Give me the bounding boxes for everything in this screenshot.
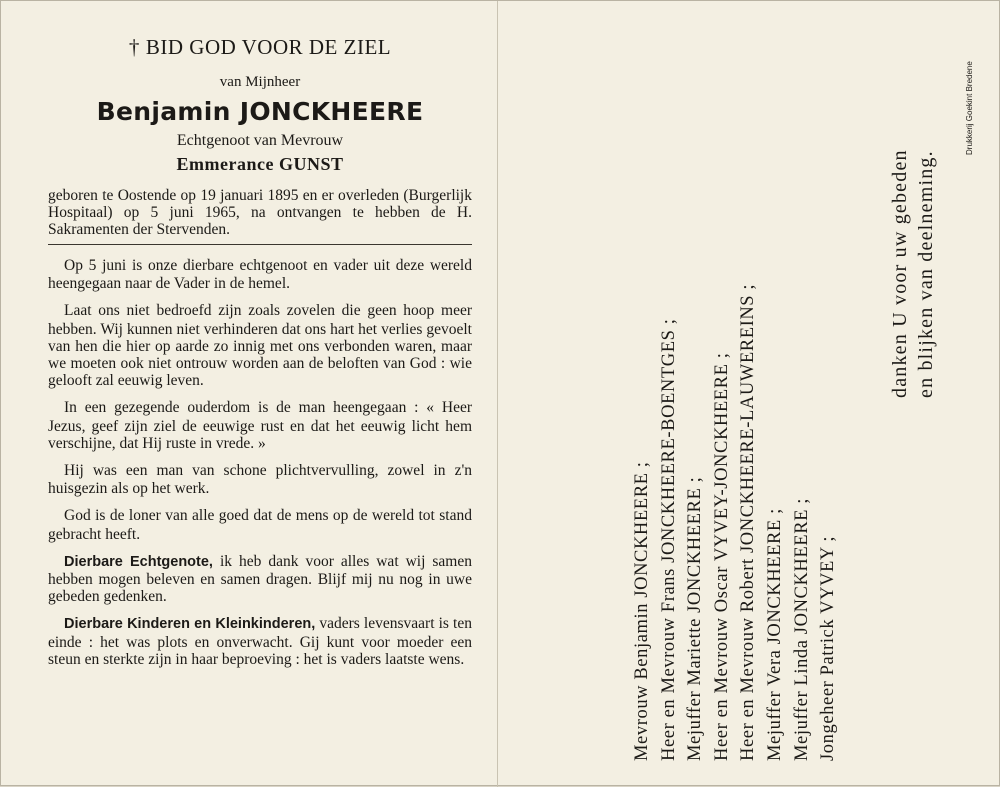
deceased-name: Benjamin JONCKHEERE [96, 97, 424, 126]
family-member: Heer en Mevrouw Robert JONCKHEERE-LAUWEREINS ; [738, 283, 759, 761]
family-member: Mejuffer Vera JONCKHEERE ; [764, 508, 785, 761]
prayer-heading [48, 35, 472, 60]
thanks-line-2: en blijken van deelneming. [915, 150, 937, 398]
prayer-text: BID GOD VOOR DE ZIEL [145, 35, 392, 59]
memorial-text [48, 257, 472, 668]
family-member: Heer en Mevrouw Oscar VYVEY-JONCKHEERE ; [711, 352, 732, 761]
family-member: Heer en Mevrouw Frans JONCKHEERE-BOENTGES ; [658, 318, 679, 761]
spouse-name: Emmerance GUNST [176, 154, 344, 174]
paragraph: Dierbare Kinderen en Kleinkinderen, vaders levensvaart is ten einde : het was plots en onverwacht. Gij kunt voor moeder een steun en sterkte zijn in haar beproeving : het is vaders laatste wens. [48, 615, 472, 668]
cross-icon: † [128, 35, 140, 59]
family-member: Mejuffer Mariette JONCKHEERE ; [685, 476, 706, 761]
printer-imprint: Drukkerij Goekint Bredene [965, 61, 974, 155]
paragraph: Op 5 juni is onze dierbare echtgenoot en vader uit deze wereld heengegaan naar de Vader in de hemel. [48, 257, 472, 293]
paragraph: Laat ons niet bedroefd zijn zoals zovelen die geen hoop meer hebben. Wij kunnen niet verhinderen dat ons hart het verlies gevoelt van hen die hier op aarde zo innig met ons verbonden waren, maar we moeten ook niet ontrouw worden aan de beloften van God : wie gelooft zal eeuwig leven. [48, 302, 472, 390]
card-fold [497, 1, 498, 787]
thanks-line-1: danken U voor uw gebeden [889, 149, 911, 398]
paragraph: Dierbare Echtgenote, ik heb dank voor alles wat wij samen hebben mogen beleven en samen dragen. Blijf mij nu nog in uwe gebeden gedenken. [48, 552, 472, 606]
family-member: Jongeheer Patrick VYVEY ; [818, 535, 839, 761]
birth-death-text: geboren te Oostende op 19 januari 1895 en er overleden (Burgerlijk Hospitaal) op 5 juni 1965, na ontvangen te hebben de H. Sakramenten der Stervenden. [48, 187, 472, 245]
paragraph: In een gezegende ouderdom is de man heengegaan : « Heer Jezus, geef zijn ziel de eeuwige rust en dat het eeuwig licht hem verschijne, dat Hij ruste in vrede. » [48, 399, 472, 452]
van-mijnheer: van Mijnheer [219, 74, 301, 90]
family-member: Mejuffer Linda JONCKHEERE ; [791, 498, 812, 761]
left-panel [48, 35, 472, 668]
family-member: Mevrouw Benjamin JONCKHEERE ; [632, 461, 652, 761]
paragraph: Hij was een man van schone plichtvervulling, zowel in z'n huisgezin als op het werk. [48, 462, 472, 498]
spouse-label: Echtgenoot van Mevrouw [176, 132, 344, 149]
family-list [629, 284, 842, 761]
paragraph: God is de loner van alle goed dat de mens op de wereld tot stand gebracht heeft. [48, 507, 472, 543]
thanks-text [887, 149, 939, 398]
